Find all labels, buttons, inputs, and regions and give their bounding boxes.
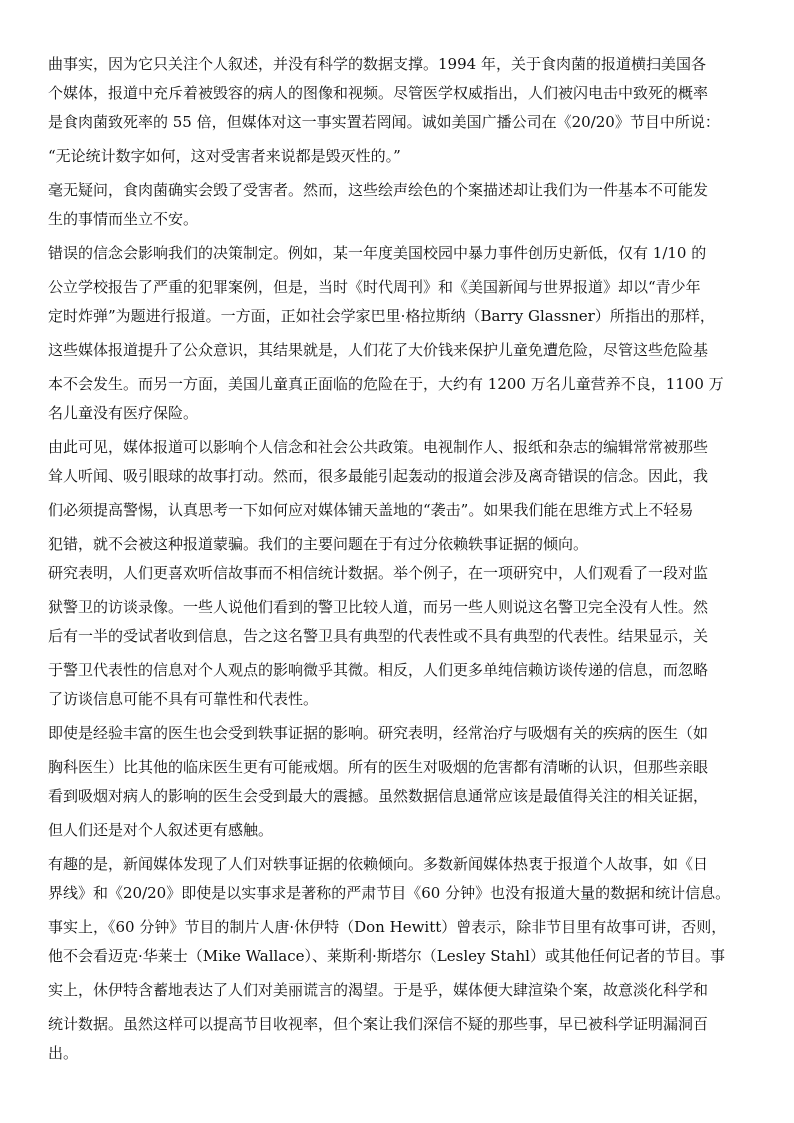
- paragraph-3-line-1: 错误的信念会影响我们的决策制定。例如，某一年度美国校园中暴力事件创历史新低，仅有 1/10 的: [48, 244, 707, 262]
- paragraph-7-line-6: 统计数据。虽然这样可以提高节目收视率，但个案让我们深信不疑的那些事，早已被科学证明漏洞百: [48, 1015, 709, 1033]
- paragraph-3-line-3: 定时炸弹”为题进行报道。一方面，正如社会学家巴里·格拉斯纳（Barry Glassner）所指出的那样，: [48, 307, 715, 325]
- paragraph-2-line-2: 生的事情而坐立不安。: [48, 210, 199, 228]
- paragraph-1-line-3: 是食肉菌致死率的 55 倍，但媒体对这一事实置若罔闻。诚如美国广播公司在《20/20》节目中所说：: [48, 113, 720, 131]
- paragraph-4-line-1: 由此可见，媒体报道可以影响个人信念和社会公共政策。电视制作人、报纸和杂志的编辑常常被那些: [48, 438, 709, 456]
- paragraph-6-line-1: 即使是经验丰富的医生也会受到轶事证据的影响。研究表明，经常治疗与吸烟有关的疾病的医生（如: [48, 724, 709, 742]
- paragraph-2-line-1: 毫无疑问，食肉菌确实会毁了受害者。然而，这些绘声绘色的个案描述却让我们为一件基本不可能发: [48, 181, 709, 199]
- paragraph-1-line-4: “无论统计数字如何，这对受害者来说都是毁灭性的。”: [48, 147, 401, 165]
- paragraph-5-line-4: 于警卫代表性的信息对个人观点的影响微乎其微。相反，人们更多单纯信赖访谈传递的信息，而忽略: [48, 661, 709, 679]
- paragraph-3-line-2: 公立学校报告了严重的犯罪案例，但是，当时《时代周刊》和《美国新闻与世界报道》却以“青少年: [48, 278, 701, 296]
- paragraph-5-line-1: 研究表明，人们更喜欢听信故事而不相信统计数据。举个例子，在一项研究中，人们观看了一段对监: [48, 564, 709, 582]
- paragraph-1-line-2: 个媒体，报道中充斥着被毁容的病人的图像和视频。尽管医学权威指出，人们被闪电击中致死的概率: [48, 84, 709, 102]
- paragraph-3-line-5: 本不会发生。而另一方面，美国儿童真正面临的危险在于，大约有 1200 万名儿童营养不良，1100 万: [48, 375, 724, 393]
- paragraph-5-line-3: 后有一半的受试者收到信息，告之这名警卫具有典型的代表性或不具有典型的代表性。结果显示，关: [48, 627, 709, 645]
- paragraph-4-line-2: 耸人听闻、吸引眼球的故事打动。然而，很多最能引起轰动的报道会涉及离奇错误的信念。因此，我: [48, 467, 709, 485]
- paragraph-7-line-2: 界线》和《20/20》即使是以实事求是著称的严肃节目《60 分钟》也没有报道大量的数据和统计信息。: [48, 884, 731, 902]
- paragraph-4-line-4: 犯错，就不会被这种报道蒙骗。我们的主要问题在于有过分依赖轶事证据的倾向。: [48, 535, 589, 553]
- paragraph-6-line-4: 但人们还是对个人叙述更有感触。: [48, 821, 274, 839]
- paragraph-7-line-7: 出。: [48, 1044, 79, 1062]
- paragraph-6-line-3: 看到吸烟对病人的影响的医生会受到最大的震撼。虽然数据信息通常应该是最值得关注的相关证据，: [48, 787, 709, 805]
- paragraph-3-line-4: 这些媒体报道提升了公众意识，其结果就是，人们花了大价钱来保护儿童免遭危险，尽管这些危险基: [48, 341, 709, 359]
- paragraph-7-line-1: 有趣的是，新闻媒体发现了人们对轶事证据的依赖倾向。多数新闻媒体热衷于报道个人故事，如《日: [48, 855, 709, 873]
- paragraph-5-line-2: 狱警卫的访谈录像。一些人说他们看到的警卫比较人道，而另一些人则说这名警卫完全没有人性。然: [48, 598, 709, 616]
- paragraph-5-line-5: 了访谈信息可能不具有可靠性和代表性。: [48, 690, 319, 708]
- paragraph-4-line-3: 们必须提高警惕，认真思考一下如何应对媒体铺天盖地的“袭击”。如果我们能在思维方式上不轻易: [48, 501, 694, 519]
- paragraph-7-line-5: 实上，休伊特含蓄地表达了人们对美丽谎言的渴望。于是乎，媒体便大肆渲染个案，故意淡化科学和: [48, 981, 709, 999]
- paragraph-1-line-1: 曲事实，因为它只关注个人叙述，并没有科学的数据支撑。1994 年，关于食肉菌的报道横扫美国各: [48, 55, 706, 73]
- paragraph-3-line-6: 名儿童没有医疗保险。: [48, 404, 199, 422]
- paragraph-6-line-2: 胸科医生）比其他的临床医生更有可能戒烟。所有的医生对吸烟的危害都有清晰的认识，但那些亲眼: [48, 758, 709, 776]
- paragraph-7-line-4: 他不会看迈克·华莱士（Mike Wallace）、莱斯利·斯塔尔（Lesley Stahl）或其他任何记者的节目。事: [48, 947, 725, 965]
- paragraph-7-line-3: 事实上，《60 分钟》节目的制片人唐·休伊特（Don Hewitt）曾表示，除非节目里有故事可讲，否则，: [48, 918, 727, 936]
